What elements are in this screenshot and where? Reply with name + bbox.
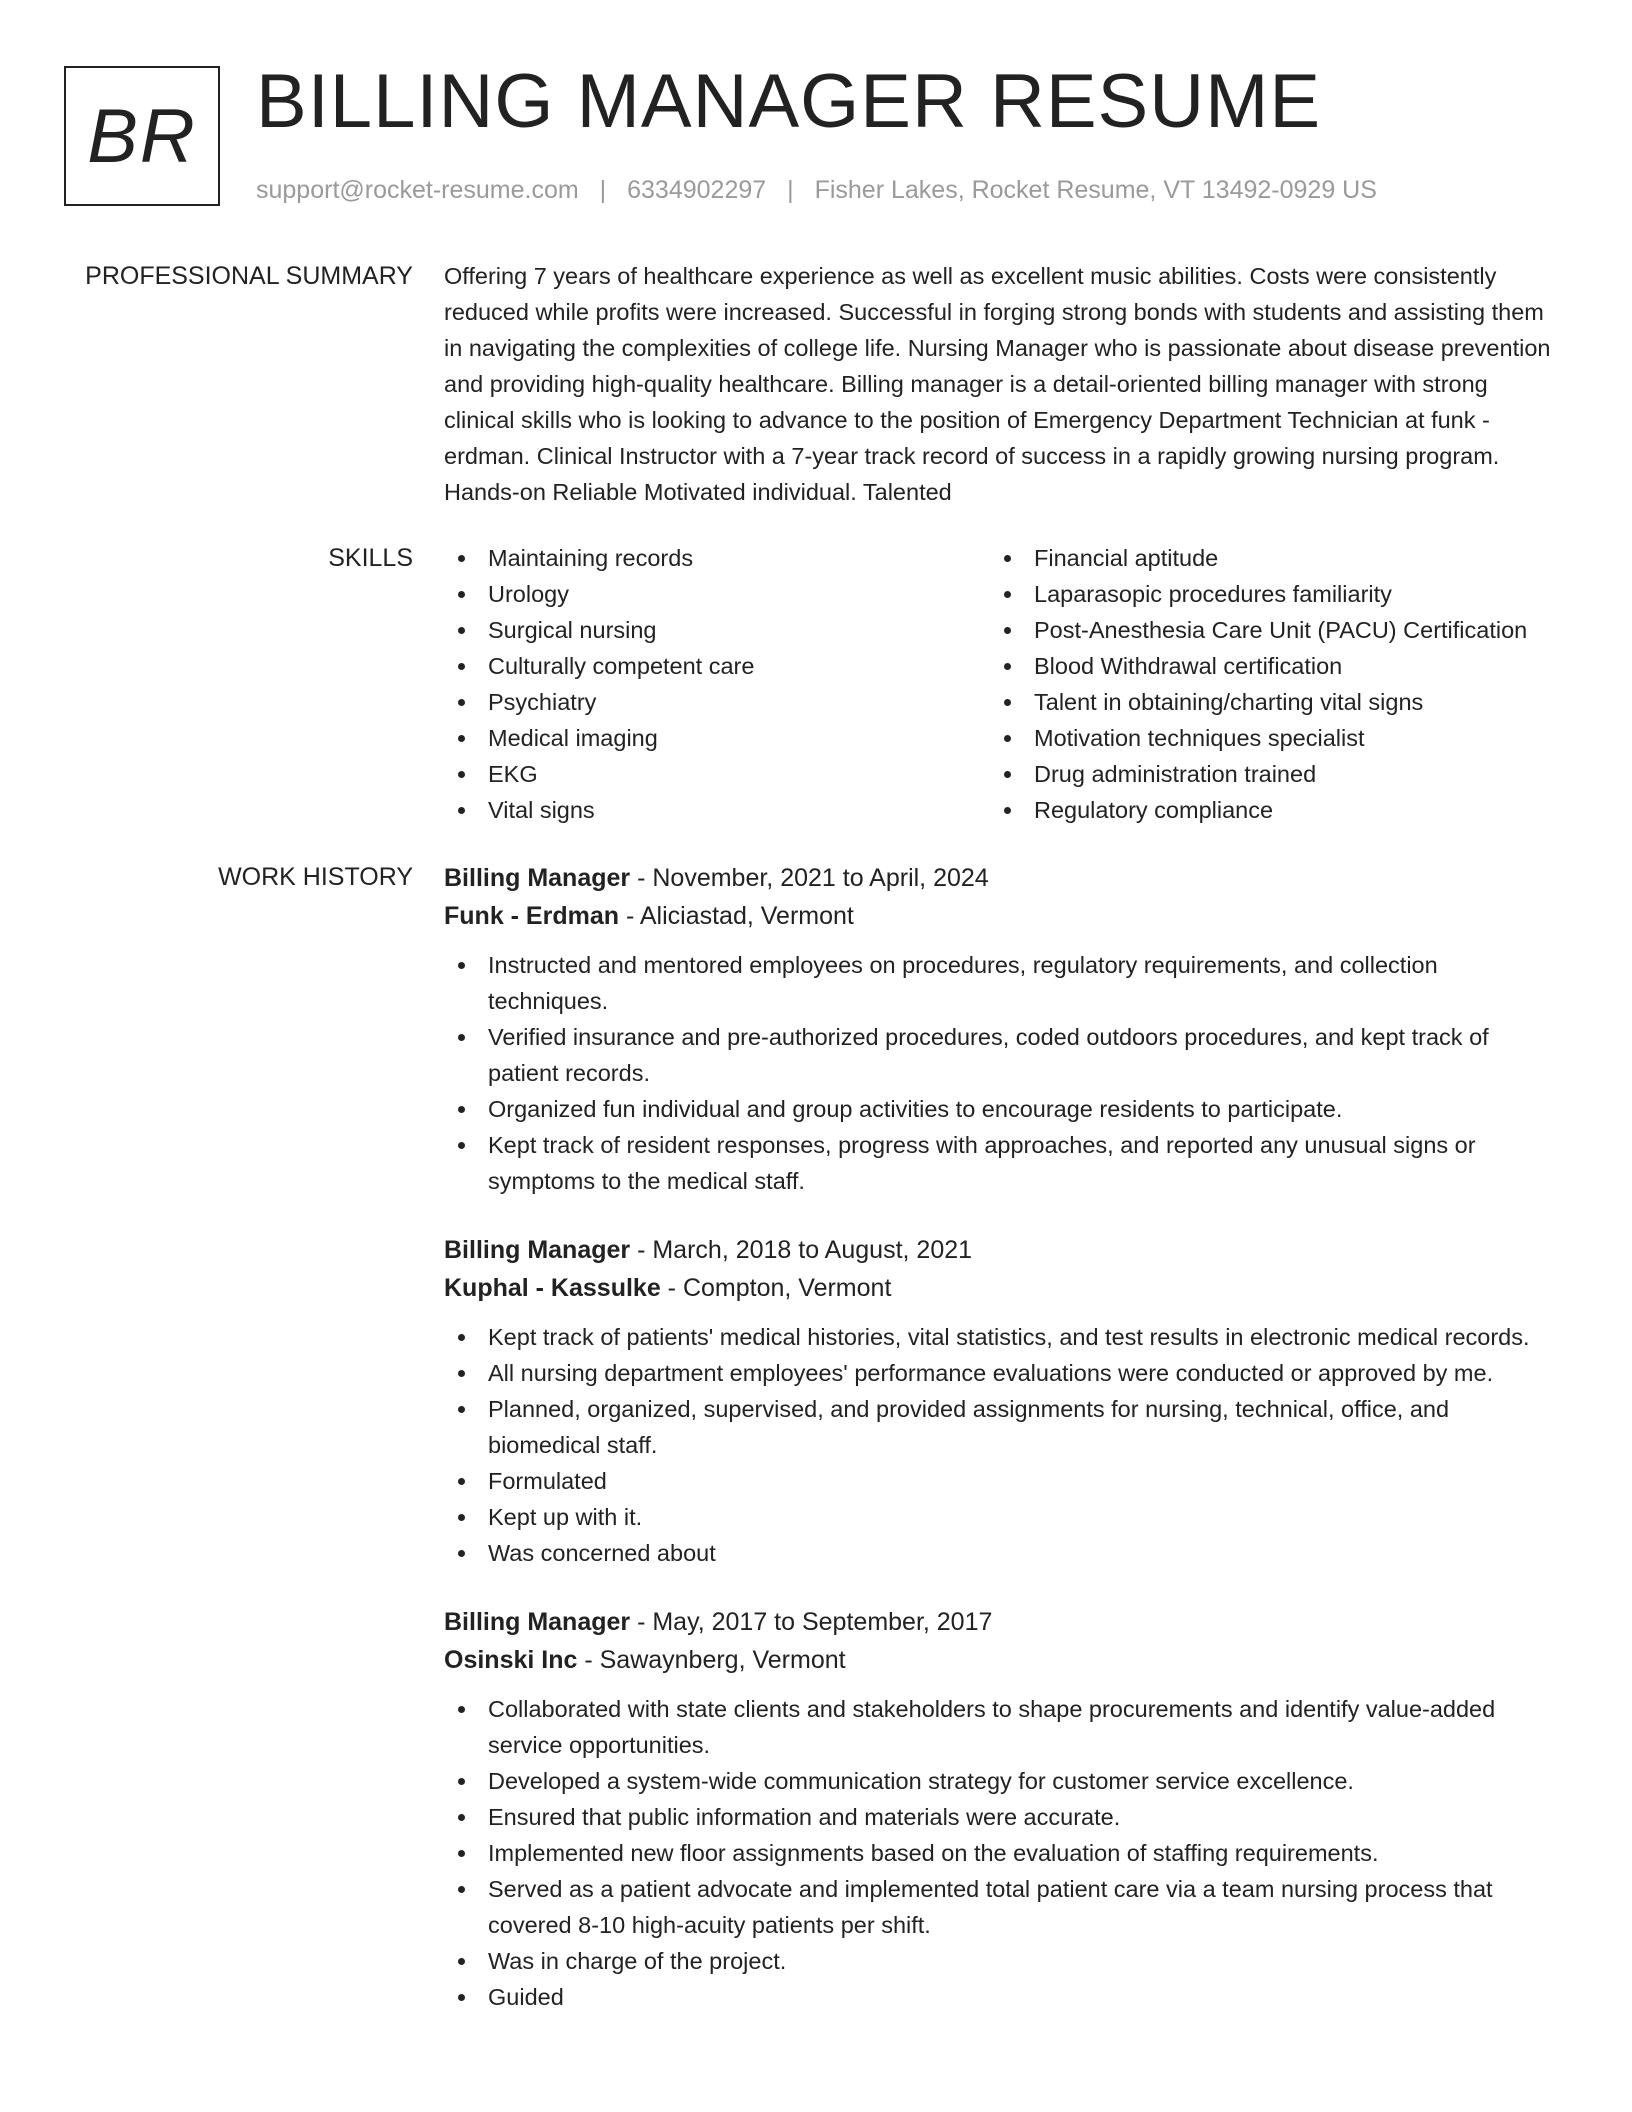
contact-email: support@rocket-resume.com — [256, 176, 579, 204]
job-location: Aliciastad, Vermont — [639, 902, 854, 930]
job-entry — [444, 1603, 1564, 2015]
dash-separator: - — [630, 1608, 653, 1636]
job-entry — [444, 1231, 1564, 1571]
job-bullet: Planned, organized, supervised, and provided assignments for nursing, technical, office, and biomedical staff. — [444, 1391, 1564, 1463]
job-bullet: Kept track of resident responses, progress with approaches, and reported any unusual signs or symptoms to the medical staff. — [444, 1127, 1564, 1199]
contact-address: Fisher Lakes, Rocket Resume, VT 13492-0929 US — [814, 176, 1377, 204]
job-location: Sawaynberg, Vermont — [599, 1646, 846, 1674]
skill-item: Vital signs — [444, 792, 990, 828]
job-location: Compton, Vermont — [682, 1274, 892, 1302]
job-dates: November, 2021 to April, 2024 — [652, 864, 989, 892]
job-bullet: Collaborated with state clients and stakeholders to shape procurements and identify value-added service opportunities. — [444, 1691, 1564, 1763]
job-title: Billing Manager — [444, 1236, 631, 1264]
skill-item: Regulatory compliance — [990, 792, 1536, 828]
job-title-line — [444, 1231, 1564, 1269]
dash-separator: - — [630, 864, 653, 892]
job-bullet: Ensured that public information and materials were accurate. — [444, 1799, 1564, 1835]
skill-item: Drug administration trained — [990, 756, 1536, 792]
job-dates: March, 2018 to August, 2021 — [652, 1236, 973, 1264]
job-bullet: Developed a system-wide communication strategy for customer service excellence. — [444, 1763, 1564, 1799]
job-bullet: Instructed and mentored employees on procedures, regulatory requirements, and collection techniques. — [444, 947, 1564, 1019]
skill-item: Financial aptitude — [990, 540, 1536, 576]
skill-item: Surgical nursing — [444, 612, 990, 648]
summary-label: PROFESSIONAL SUMMARY — [85, 262, 413, 290]
monogram: BR — [64, 66, 220, 206]
job-company: Kuphal - Kassulke — [444, 1274, 661, 1302]
job-title-line — [444, 1603, 1564, 1641]
skill-item: Motivation techniques specialist — [990, 720, 1536, 756]
job-bullet: Organized fun individual and group activities to encourage residents to participate. — [444, 1091, 1564, 1127]
job-title: Billing Manager — [444, 864, 631, 892]
job-bullet: All nursing department employees' performance evaluations were conducted or approved by me. — [444, 1355, 1564, 1391]
job-company-line — [444, 1641, 1564, 1679]
dash-separator: - — [630, 1236, 653, 1264]
job-company-line — [444, 1269, 1564, 1307]
job-company: Osinski Inc — [444, 1646, 578, 1674]
job-entry — [444, 859, 1564, 1199]
dash-separator: - — [660, 1274, 683, 1302]
job-bullet: Implemented new floor assignments based on the evaluation of staffing requirements. — [444, 1835, 1564, 1871]
job-bullet: Was in charge of the project. — [444, 1943, 1564, 1979]
skill-item: Blood Withdrawal certification — [990, 648, 1536, 684]
dash-separator: - — [619, 902, 640, 930]
page-title: BILLING MANAGER RESUME — [256, 59, 1322, 144]
job-bullet: Kept up with it. — [444, 1499, 1564, 1535]
job-bullets — [444, 1319, 1564, 1571]
contact-separator: | — [599, 176, 607, 204]
job-bullets — [444, 947, 1564, 1199]
contact-phone: 6334902297 — [627, 176, 767, 204]
skill-item: Maintaining records — [444, 540, 990, 576]
skill-item: Post-Anesthesia Care Unit (PACU) Certification — [990, 612, 1536, 648]
job-bullet: Was concerned about — [444, 1535, 1564, 1571]
job-bullet: Served as a patient advocate and implemented total patient care via a team nursing process that covered 8-10 high-acuity patients per shift. — [444, 1871, 1564, 1943]
skill-item: Laparasopic procedures familiarity — [990, 576, 1536, 612]
skill-item: Urology — [444, 576, 990, 612]
job-title: Billing Manager — [444, 1608, 631, 1636]
skill-item: Culturally competent care — [444, 648, 990, 684]
job-bullet: Verified insurance and pre-authorized procedures, coded outdoors procedures, and kept track of patient records. — [444, 1019, 1564, 1091]
summary-text: Offering 7 years of healthcare experience as well as excellent music abilities. Costs were consistently reduced while profits were increased. Successful in forging strong bonds with students and assisting them in navigating the complexities of college life. Nursing Manager who is passionate about disease prevention and providing high-quality healthcare. Billing manager is a detail-oriented billing manager with strong clinical skills who is looking to advance to the position of Emergency Department Technician at funk - erdman. Clinical Instructor with a 7-year track record of success in a rapidly growing nursing program. Hands-on Reliable Motivated individual. Talented — [444, 263, 1551, 505]
job-bullet: Kept track of patients' medical histories, vital statistics, and test results in electronic medical records. — [444, 1319, 1564, 1355]
job-bullet: Formulated — [444, 1463, 1564, 1499]
dash-separator: - — [577, 1646, 600, 1674]
contact-line — [256, 172, 1377, 208]
skills-list-right — [990, 540, 1536, 828]
skills-label: SKILLS — [328, 544, 413, 572]
contact-separator: | — [787, 176, 794, 204]
job-title-line — [444, 859, 1564, 897]
skill-item: Medical imaging — [444, 720, 990, 756]
skill-item: Psychiatry — [444, 684, 990, 720]
job-bullet: Guided — [444, 1979, 1564, 2015]
skill-item: Talent in obtaining/charting vital signs — [990, 684, 1536, 720]
job-company: Funk - Erdman — [444, 902, 620, 930]
job-dates: May, 2017 to September, 2017 — [652, 1608, 993, 1636]
job-bullets — [444, 1691, 1564, 2015]
skill-item: EKG — [444, 756, 990, 792]
job-company-line — [444, 897, 1564, 935]
skills-list-left — [444, 540, 990, 828]
work-label: WORK HISTORY — [218, 863, 413, 891]
